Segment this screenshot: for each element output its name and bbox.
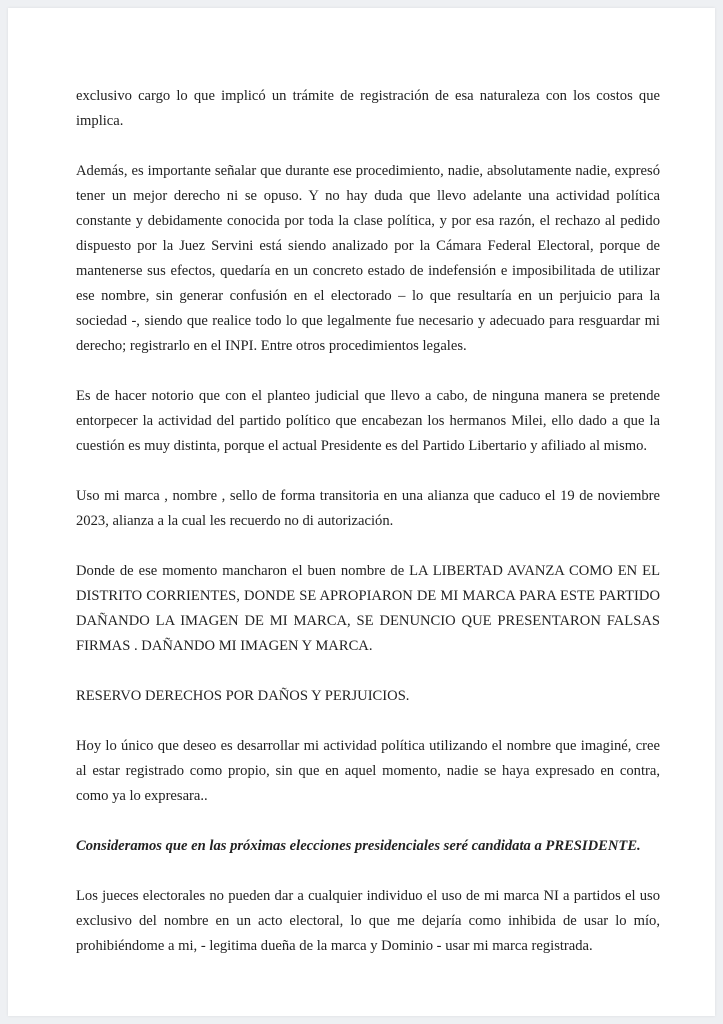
paragraph-judicial-claim: Es de hacer notorio que con el planteo judicial que llevo a cabo, de ninguna manera se pretende entorpecer la actividad del partido político que encabezan los hermanos Milei, ello dado a que la cuestión es muy distinta, porque el actual Presidente es del Partido Libertario y afiliado al mismo. [76,388,660,454]
paragraph-brand-use: Uso mi marca , nombre , sello de forma transitoria en una alianza que caduco el 19 de noviembre 2023, alianza a la cual les recuerdo no di autorización. [76,488,660,529]
document-body [76,84,660,984]
paragraph-no-opposition: Además, es importante señalar que durante ese procedimiento, nadie, absolutamente nadie, expresó tener un mejor derecho ni se opuso. Y no hay duda que llevo adelante una actividad política constante y debidamente conocida por toda la clase política, y por esa razón, el rechazo al pedido dispuesto por la Juez Servini está siendo analizado por la Cámara Federal Electoral, porque de mantenerse sus efectos, quedaría en un concreto estado de indefensión e imposibilitada de utilizar ese nombre, sin generar confusión en el electorado – lo que resultaría en un perjuicio para la sociedad -, siendo que realice todo lo que legalmente fue necesario y adecuado para resguardar mi derecho; registrarlo en el INPI. Entre otros procedimientos legales. [76,163,660,354]
paragraph-electoral-judges: Los jueces electorales no pueden dar a cualquier individuo el uso de mi marca NI a partidos el uso exclusivo del nombre en un acto electoral, lo que me dejaría como inhibida de usar lo mío, prohibiéndome a mi, - legitima dueña de la marca y Dominio - usar mi marca registrada. [76,888,660,954]
paragraph-political-activity: Hoy lo único que deseo es desarrollar mi actividad política utilizando el nombre que imaginé, cree al estar registrado como propio, sin que en aquel momento, nadie se haya expresado en contra, como ya lo expresara.. [76,738,660,804]
document-page [8,8,715,1016]
paragraph-rights-reserved: RESERVO DERECHOS POR DAÑOS Y PERJUICIOS. [76,688,410,704]
paragraph-registration-cost: exclusivo cargo lo que implicó un trámite de registración de esa naturaleza con los costos que implica. [76,88,660,129]
paragraph-damage-claim: Donde de ese momento mancharon el buen nombre de LA LIBERTAD AVANZA COMO EN EL DISTRITO CORRIENTES, DONDE SE APROPIARON DE MI MARCA PARA ESTE PARTIDO DAÑANDO LA IMAGEN DE MI MARCA, SE DENUNCIO QUE PRESENTARON FALSAS FIRMAS . DAÑANDO MI IMAGEN Y MARCA. [76,563,660,654]
paragraph-candidacy-statement: Consideramos que en las próximas elecciones presidenciales seré candidata a PRESIDENTE. [76,838,641,854]
